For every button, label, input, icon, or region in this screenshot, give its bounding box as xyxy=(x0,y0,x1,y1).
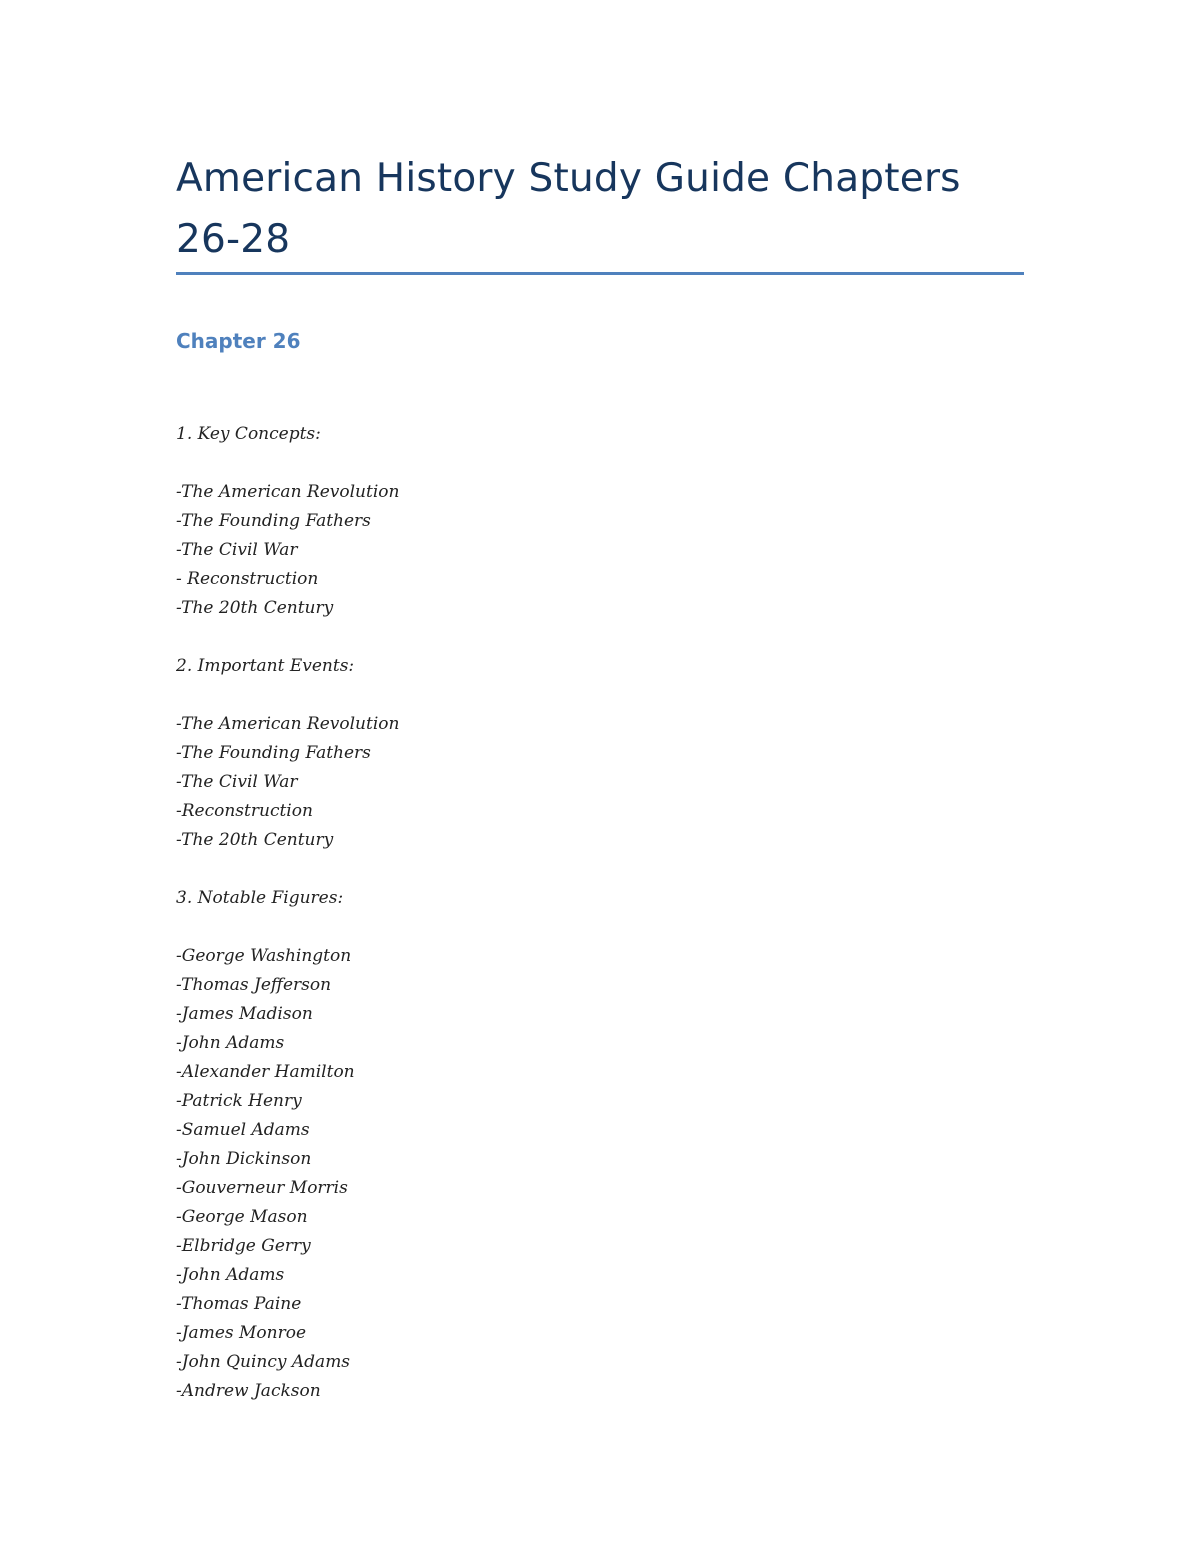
list-item: -Patrick Henry xyxy=(176,1091,302,1111)
study-guide-body xyxy=(176,420,876,1435)
list-item: - Reconstruction xyxy=(176,569,319,589)
list-item: -James Madison xyxy=(176,1004,313,1024)
list-item: -John Quincy Adams xyxy=(176,1352,351,1372)
section-heading: 1. Key Concepts: xyxy=(176,424,321,444)
list-item: -Alexander Hamilton xyxy=(176,1062,355,1082)
list-item: -Reconstruction xyxy=(176,801,313,821)
chapter-heading: Chapter 26 xyxy=(176,329,301,353)
list-item: -Thomas Jefferson xyxy=(176,975,332,995)
section-heading: 3. Notable Figures: xyxy=(176,888,344,908)
list-item: -The American Revolution xyxy=(176,714,400,734)
list-item: -Thomas Paine xyxy=(176,1294,302,1314)
list-item: -Elbridge Gerry xyxy=(176,1236,311,1256)
list-item: -The Founding Fathers xyxy=(176,511,371,531)
list-item: -The Civil War xyxy=(176,540,298,560)
list-item: -Gouverneur Morris xyxy=(176,1178,348,1198)
list-item: -John Dickinson xyxy=(176,1149,312,1169)
document-title: American History Study Guide Chapters 26-28 xyxy=(176,156,961,262)
list-item: -James Monroe xyxy=(176,1323,307,1343)
list-item: -The Founding Fathers xyxy=(176,743,371,763)
list-item: -John Adams xyxy=(176,1265,285,1285)
list-item: -The American Revolution xyxy=(176,482,400,502)
section-heading: 2. Important Events: xyxy=(176,656,355,676)
section-notable-figures xyxy=(176,884,876,1406)
list-item: -The 20th Century xyxy=(176,598,334,618)
list-item: -John Adams xyxy=(176,1033,285,1053)
list-item: -The 20th Century xyxy=(176,830,334,850)
title-underline-rule xyxy=(176,272,1024,275)
section-key-concepts xyxy=(176,420,876,623)
list-item: -Andrew Jackson xyxy=(176,1381,321,1401)
list-item: -Samuel Adams xyxy=(176,1120,310,1140)
section-important-events xyxy=(176,652,876,855)
list-item: -George Mason xyxy=(176,1207,308,1227)
list-item: -The Civil War xyxy=(176,772,298,792)
list-item: -George Washington xyxy=(176,946,352,966)
